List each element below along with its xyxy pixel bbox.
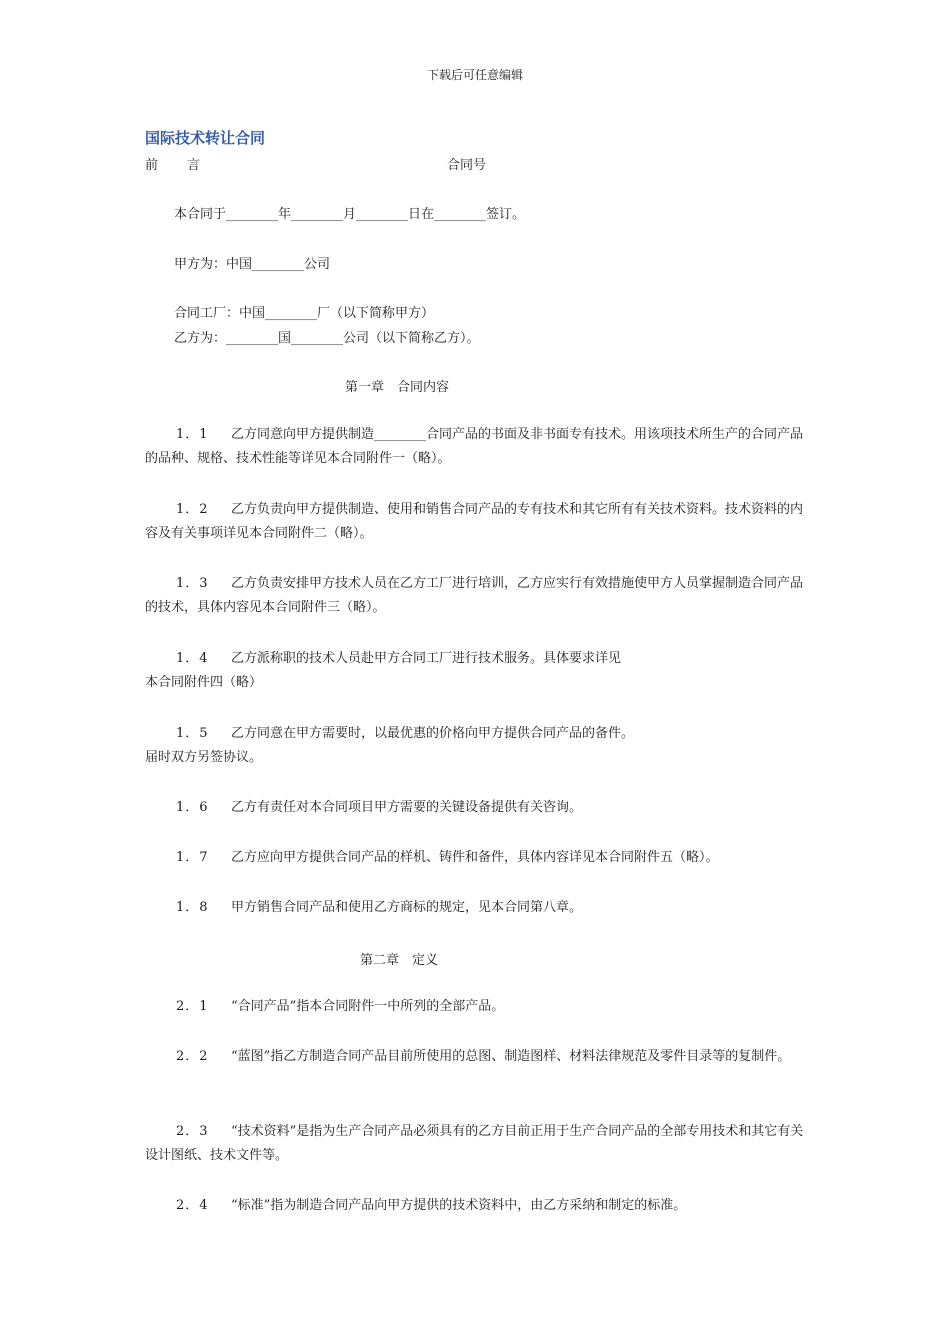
preface-right: 言 xyxy=(187,158,202,173)
clause-text: 甲方销售合同产品和使用乙方商标的规定，见本合同第八章。 xyxy=(231,900,583,915)
contract-number-label: 合同号 xyxy=(447,158,487,173)
clause-number: 1．2 xyxy=(176,502,209,517)
clause-text: 乙方负责安排甲方技术人员在乙方工厂进行培训，乙方应实行有效措施使甲方人员掌握制造合同产品的技术，具体内容见本合同附件三（略）。 xyxy=(145,576,804,615)
clause-text: 乙方派称职的技术人员赴甲方合同工厂进行技术服务。具体要求详见 xyxy=(231,651,622,666)
preface-heading xyxy=(145,154,201,173)
clause-1-3 xyxy=(145,572,810,620)
clause-1-2 xyxy=(145,498,810,546)
clause-1-1 xyxy=(145,423,810,471)
clause-text: 乙方同意在甲方需要时，以最优惠的价格向甲方提供合同产品的备件。 xyxy=(231,726,635,741)
clause-number: 2．3 xyxy=(176,1124,209,1139)
header-note: 下载后可任意编辑 xyxy=(426,68,523,82)
clause-number: 1．6 xyxy=(176,800,209,815)
clause-text: “蓝图”指乙方制造合同产品目前所使用的总图、制造图样、材料法律规范及零件目录等的复制件。 xyxy=(231,1049,791,1064)
clause-2-2 xyxy=(145,1045,810,1069)
clause-text: 乙方有责任对本合同项目甲方需要的关键设备提供有关咨询。 xyxy=(231,800,583,815)
clause-text: 乙方负责向甲方提供制造、使用和销售合同产品的专有技术和其它所有有关技术资料。技术资料的内容及有关事项详见本合同附件二（略）。 xyxy=(145,502,804,541)
clause-number: 2．4 xyxy=(176,1198,209,1213)
clause-number: 2．2 xyxy=(176,1049,209,1064)
clause-text: “标准”指为制造合同产品向甲方提供的技术资料中，由乙方采纳和制定的标准。 xyxy=(231,1198,687,1213)
intro-signed-line: 本合同于________年________月________日在________签订。 xyxy=(174,207,526,222)
clause-text: “技术资料”是指为生产合同产品必须具有的乙方目前正用于生产合同产品的全部专用技术和其它有关设计图纸、技术文件等。 xyxy=(145,1124,804,1163)
chapter-1-title: 第一章 合同内容 xyxy=(345,380,450,395)
preface-left: 前 xyxy=(145,158,160,173)
clause-number: 1．8 xyxy=(176,900,209,915)
clause-number: 2．1 xyxy=(176,999,209,1014)
clause-1-6 xyxy=(145,796,810,820)
clause-number: 1．7 xyxy=(176,850,209,865)
intro-party-a: 甲方为：中国________公司 xyxy=(174,257,331,272)
clause-text: “合同产品”指本合同附件一中所列的全部产品。 xyxy=(231,999,505,1014)
document-title: 国际技术转让合同 xyxy=(145,129,266,147)
clause-2-1 xyxy=(145,995,810,1019)
chapter-2-title: 第二章 定义 xyxy=(360,953,439,968)
clause-1-5 xyxy=(145,722,810,770)
clause-2-4 xyxy=(145,1194,810,1218)
clause-number: 1．5 xyxy=(176,726,209,741)
intro-factory: 合同工厂：中国________厂（以下简称甲方） xyxy=(174,306,435,321)
clause-text: 乙方同意向甲方提供制造________合同产品的书面及非书面专有技术。用该项技术所生产的合同产品的品种、规格、技术性能等详见本合同附件一（略）。 xyxy=(145,427,804,466)
intro-party-b: 乙方为：________国________公司（以下简称乙方）。 xyxy=(174,331,480,346)
clause-2-3 xyxy=(145,1120,810,1168)
clause-text-continued: 届时双方另签协议。 xyxy=(145,750,263,765)
clause-text-continued: 本合同附件四（略） xyxy=(145,675,263,690)
clause-1-8 xyxy=(145,896,810,920)
clause-number: 1．4 xyxy=(176,651,209,666)
clause-1-4 xyxy=(145,647,810,695)
clause-text: 乙方应向甲方提供合同产品的样机、铸件和备件，具体内容详见本合同附件五（略）。 xyxy=(231,850,719,865)
clause-number: 1．1 xyxy=(176,427,209,442)
clause-number: 1．3 xyxy=(176,576,209,591)
clause-1-7 xyxy=(145,846,810,870)
